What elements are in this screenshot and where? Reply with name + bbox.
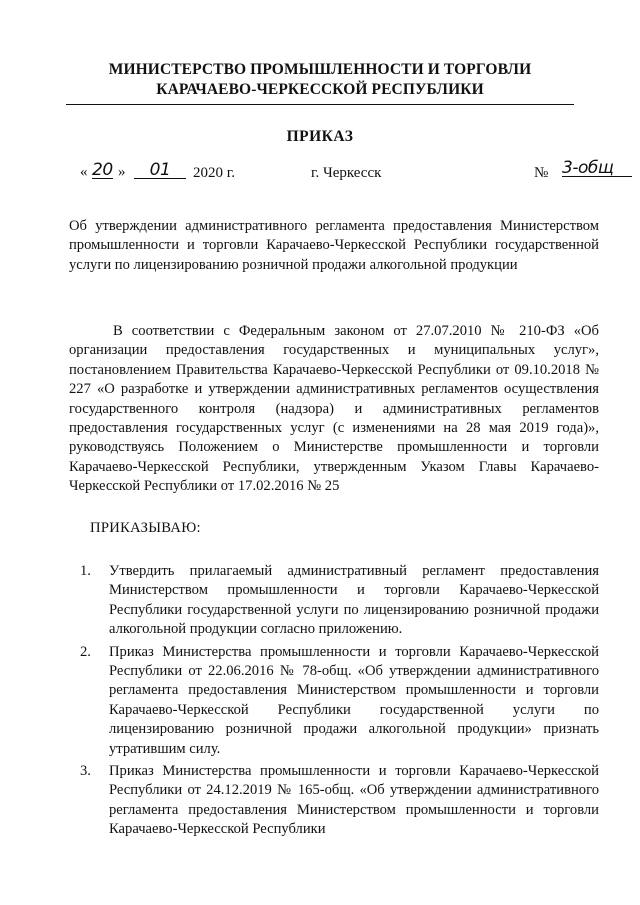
list-item — [80, 643, 599, 759]
header-divider — [66, 104, 574, 105]
item-number: 3. — [80, 763, 91, 780]
number-prefix: № — [534, 165, 549, 181]
item-text: Утвердить прилагаемый административный регламент предоставления Министерством промышленности и торговли Карачаево-Черкесской Республики государственной услуги по лицензированию розничной продажи алкогольной продукции согласно приложению. — [109, 563, 599, 638]
date-year: 2020 г. — [193, 165, 235, 181]
handwritten-day — [92, 162, 113, 179]
date-open-quote: « — [80, 164, 88, 180]
city-name: г. Черкесск — [311, 165, 382, 181]
item-number: 1. — [80, 563, 91, 579]
item-text: Приказ Министерства промышленности и торговли Карачаево-Черкесской Республики от 22.06.2016 № 78-общ. «Об утверждении административного регламента предоставления Министерством промышленности и торговли Карачаево-Черкесской Республики государственной услуги по лицензированию розничной продажи алкогольной продукции» признать утратившим силу. — [109, 643, 599, 757]
decree-heading: ПРИКАЗЫВАЮ: — [90, 520, 201, 536]
handwritten-order-number — [562, 160, 632, 177]
ministry-header — [64, 60, 576, 100]
date-close-quote: » — [118, 164, 126, 180]
subject-paragraph: Об утверждении административного регламента предоставления Министерством промышленности и торговли Карачаево-Черкесской Республики государственной услуги по лицензированию розничной продажи алкогольной продукции — [69, 218, 599, 273]
ministry-name-line-1: МИНИСТЕРСТВО ПРОМЫШЛЕННОСТИ И ТОРГОВЛИ — [108, 61, 532, 78]
date-number-line — [0, 158, 640, 187]
preamble-paragraph: В соответствии с Федеральным законом от 27.07.2010 № 210-ФЗ «Об организации предоставления государственных и муниципальных услуг», постановлением Правительства Карачаево-Черкесской Республики от 09.10.2018 № 227 «О разработке и утверждении административных регламентов осуществления государственного контроля (надзора) и административных регламентов предоставления государственных услуг (с изменениями на 28 мая 2019 года)», руководствуясь Положением о Министерстве промышленности и торговли Карачаево-Черкесской Республики, утвержденным Указом Главы Карачаево-Черкесской Республики от 17.02.2016 № 25 — [69, 323, 599, 495]
list-item — [80, 762, 599, 840]
item-text: Приказ Министерства промышленности и торговли Карачаево-Черкесской Республики от 24.12.2019 № 165-общ. «Об утверждении административного регламента предоставления Министерством промышленности и торговли Карачаево-Черкесской Республики — [109, 763, 599, 838]
decree-items-list — [80, 562, 599, 843]
ministry-name-line-2: КАРАЧАЕВО-ЧЕРКЕССКОЙ РЕСПУБЛИКИ — [156, 81, 484, 98]
item-number: 2. — [80, 643, 91, 660]
month-value: 01 — [149, 160, 171, 180]
order-number-value: 3-общ — [562, 158, 614, 178]
list-item — [80, 562, 599, 640]
document-type-title: ПРИКАЗ — [286, 128, 354, 145]
day-value: 20 — [92, 160, 113, 180]
handwritten-month — [134, 162, 186, 179]
